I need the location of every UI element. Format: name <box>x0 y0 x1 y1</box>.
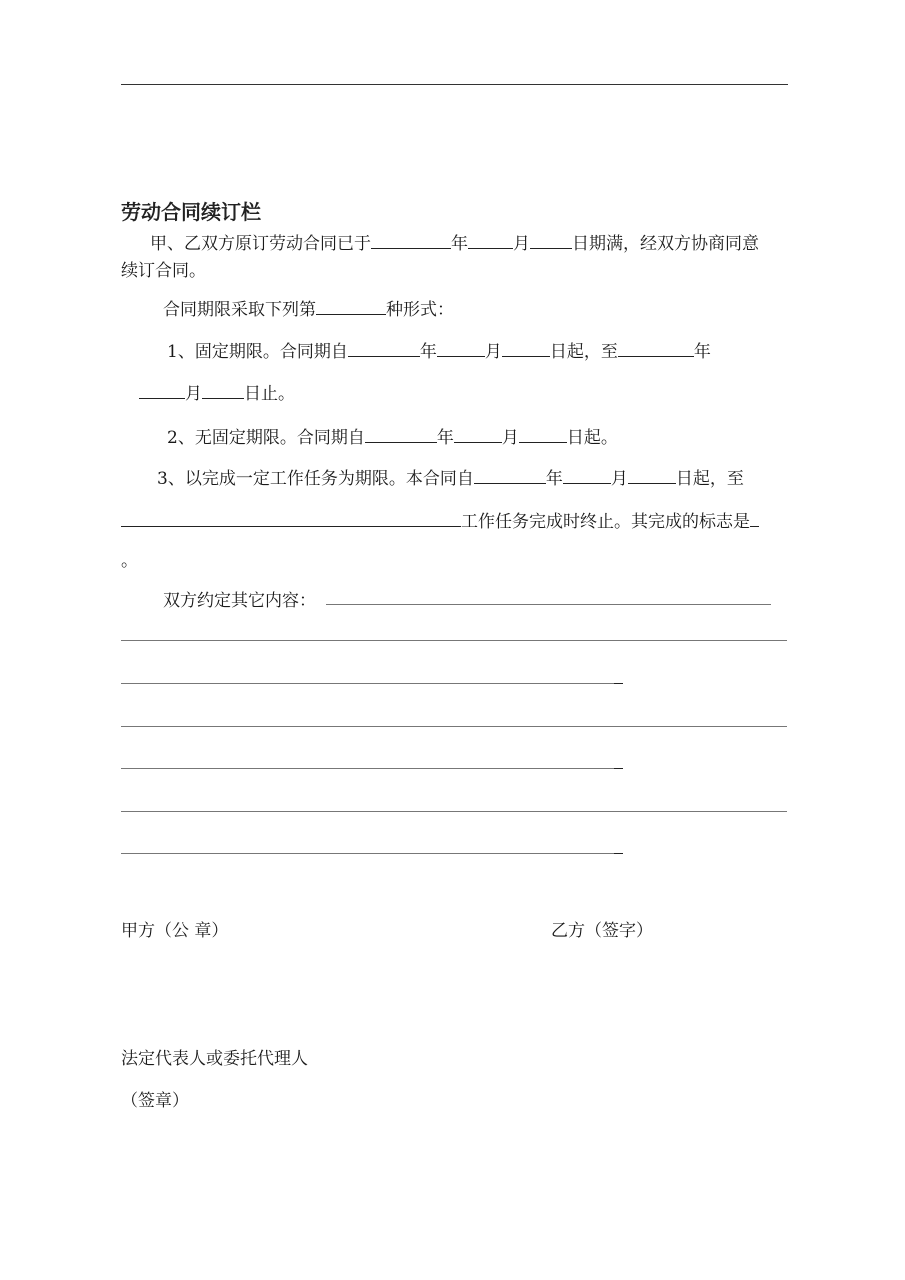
other-terms-line-6[interactable] <box>121 853 614 854</box>
representative-seal: （签章） <box>121 1091 189 1111</box>
year-label: 年 <box>451 234 468 254</box>
option2-day-blank[interactable] <box>519 424 567 443</box>
other-terms-line-5[interactable] <box>121 811 787 812</box>
option1-day-blank[interactable] <box>502 338 550 357</box>
option3-year-blank[interactable] <box>474 465 546 484</box>
option3-prefix: 3、以完成一定工作任务为期限。本合同自 <box>157 469 474 489</box>
option3-day-from: 日起，至 <box>675 469 744 489</box>
option1-line2 <box>139 380 295 405</box>
renewal-intro-line1 <box>150 230 759 255</box>
option1-end-year-label: 年 <box>693 342 711 362</box>
form-choice-prefix: 合同期限采取下列第 <box>163 300 316 320</box>
other-terms-line-3[interactable] <box>121 726 787 727</box>
option3-month-blank[interactable] <box>563 465 611 484</box>
option3-year-label: 年 <box>545 469 563 489</box>
option1-prefix: 1、固定期限。合同期自 <box>167 342 348 362</box>
option1-end-year-blank[interactable] <box>618 338 694 357</box>
option3-month-label: 月 <box>610 469 628 489</box>
other-terms-line-2[interactable] <box>121 683 614 684</box>
header-rule <box>121 84 788 85</box>
renewal-intro-line2: 续订合同。 <box>121 261 206 281</box>
expire-day-blank[interactable] <box>530 230 572 249</box>
month-label: 月 <box>513 234 530 254</box>
form-choice-line <box>163 296 454 321</box>
option2-month-label: 月 <box>501 428 519 448</box>
option3-day-blank[interactable] <box>628 465 676 484</box>
form-number-blank[interactable] <box>316 296 386 315</box>
option1-end-month-blank[interactable] <box>139 380 185 399</box>
option2-line <box>167 424 618 449</box>
option2-year-label: 年 <box>436 428 454 448</box>
legal-representative: 法定代表人或委托代理人 <box>121 1049 308 1069</box>
option2-prefix: 2、无固定期限。合同期自 <box>167 428 365 448</box>
option2-year-blank[interactable] <box>365 424 437 443</box>
option3-period: 。 <box>121 551 138 571</box>
line-end-mark <box>614 683 623 684</box>
option3-mark-blank[interactable] <box>750 508 759 527</box>
line-end-mark <box>614 853 623 854</box>
option1-end-month-label: 月 <box>185 384 202 404</box>
option1-month-label: 月 <box>484 342 502 362</box>
option3-line1 <box>157 465 744 490</box>
party-a-seal: 甲方（公 章） <box>121 921 229 941</box>
option1-month-blank[interactable] <box>437 338 485 357</box>
section-heading: 劳动合同续订栏 <box>121 200 261 224</box>
option1-end-day-blank[interactable] <box>202 380 244 399</box>
party-b-signature: 乙方（签字） <box>551 921 653 941</box>
line-end-mark <box>614 768 623 769</box>
other-terms-line-4[interactable] <box>121 768 614 769</box>
option3-line2 <box>121 508 759 533</box>
option2-day-from: 日起。 <box>566 428 618 448</box>
other-terms-label: 双方约定其它内容： <box>163 591 316 611</box>
option2-month-blank[interactable] <box>454 424 502 443</box>
other-terms-line-0[interactable] <box>326 604 771 605</box>
option3-task-end: 工作任务完成时终止。其完成的标志是 <box>461 512 750 532</box>
option1-year-label: 年 <box>419 342 437 362</box>
expire-year-blank[interactable] <box>371 230 451 249</box>
expire-month-blank[interactable] <box>468 230 513 249</box>
option1-day-from: 日起，至 <box>549 342 618 362</box>
expire-day-text: 日期满，经双方协商同意 <box>572 234 759 254</box>
option1-end-day-label: 日止。 <box>244 384 295 404</box>
option3-task-blank[interactable] <box>121 508 461 527</box>
form-choice-suffix: 种形式： <box>386 300 454 320</box>
other-terms-line-1[interactable] <box>121 640 787 641</box>
renewal-intro-text: 甲、乙双方原订劳动合同已于 <box>150 234 371 254</box>
option1-year-blank[interactable] <box>348 338 420 357</box>
option1-line1 <box>167 338 711 363</box>
